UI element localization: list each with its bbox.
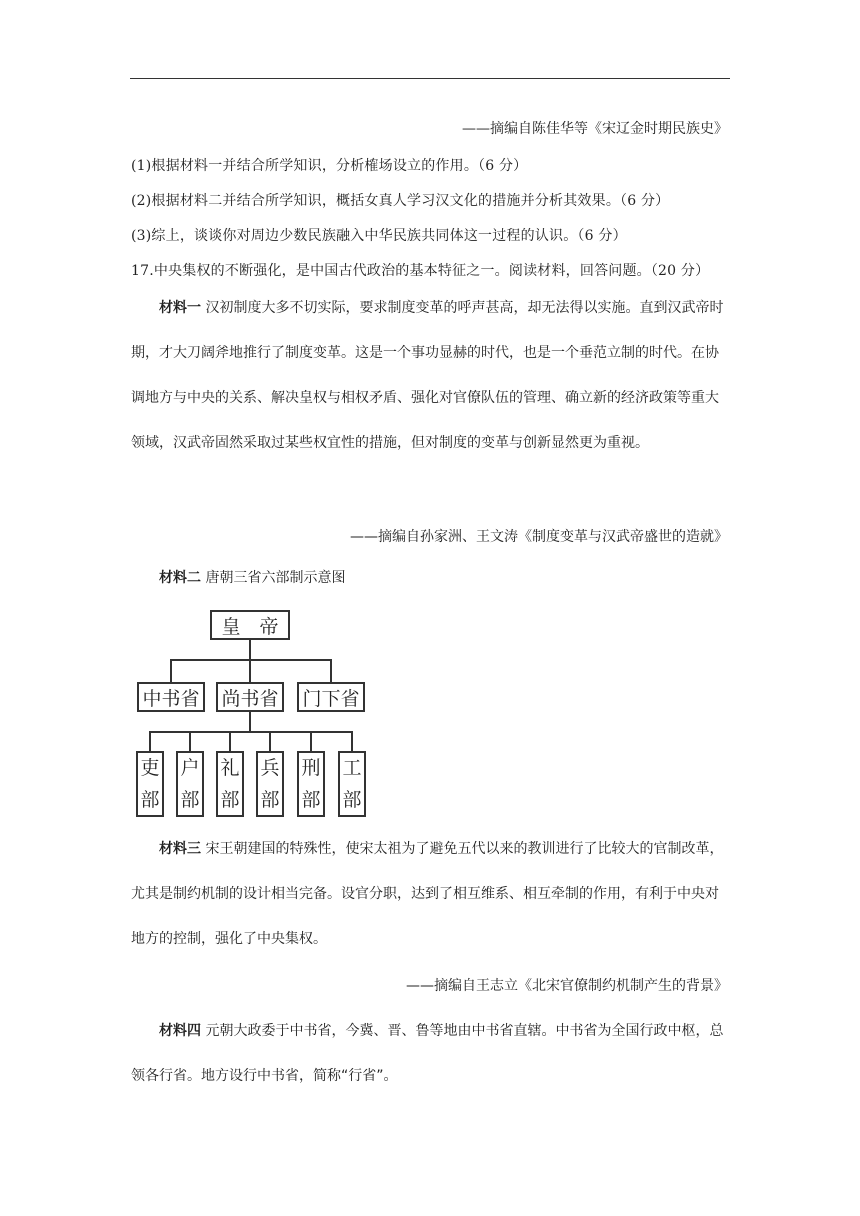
source-citation-2: ——摘编自孙家洲、王文涛《制度变革与汉武帝盛世的造就》 <box>350 529 728 545</box>
ministry-char: 户 <box>180 757 200 779</box>
ministry-box-li-personnel <box>136 751 164 817</box>
connector-line <box>310 731 312 753</box>
ministry-char: 部 <box>260 789 280 811</box>
ministry-box-gong <box>338 751 366 817</box>
ministry-char: 礼 <box>220 757 240 779</box>
ministry-char: 部 <box>140 789 160 811</box>
material-3-label: 材料三 <box>159 841 201 857</box>
source-citation-3: ——摘编自王志立《北宋官僚制约机制产生的背景》 <box>406 978 728 994</box>
connector-line <box>249 712 251 732</box>
province-box-menxia: 门下省 <box>297 682 365 712</box>
emperor-box: 皇 帝 <box>210 610 290 640</box>
connector-line <box>269 731 271 753</box>
ministry-box-bing <box>256 751 284 817</box>
connector-line <box>249 659 251 683</box>
ministry-box-li-rites <box>216 751 244 817</box>
material-1-text: 汉初制度大多不切实际，要求制度变革的呼声甚高，却无法得以实施。直到汉武帝时期，才大刀阔斧地推行了制度变革。这是一个事功显赫的时代，也是一个垂范立制的时代。在协调地方与中央的关系、解决皇权与相权矛盾、强化对官僚队伍的管理、确立新的经济政策等重大领域，汉武帝固然采取过某些权宜性的措施，但对制度的变革与创新显然更为重视。 <box>131 300 724 451</box>
ministry-char: 部 <box>301 789 321 811</box>
material-2 <box>131 556 731 601</box>
ministry-char: 吏 <box>140 757 160 779</box>
material-1 <box>131 286 731 466</box>
three-departments-six-ministries-diagram <box>130 605 370 820</box>
material-2-label: 材料二 <box>159 570 201 586</box>
connector-line <box>149 731 353 733</box>
ministry-char: 工 <box>342 757 362 779</box>
question-1: (1)根据材料一并结合所学知识，分析榷场设立的作用。（6 分） <box>131 158 528 174</box>
ministry-char: 兵 <box>260 757 280 779</box>
material-2-caption: 唐朝三省六部制示意图 <box>201 570 346 586</box>
material-4-text: 元朝大政委于中书省，今冀、晋、鲁等地由中书省直辖。中书省为全国行政中枢，总领各行省。地方设行中书省，简称“行省”。 <box>131 1023 724 1084</box>
top-rule <box>130 78 730 79</box>
ministry-char: 部 <box>180 789 200 811</box>
ministry-box-xing <box>297 751 325 817</box>
material-4 <box>131 1009 731 1099</box>
connector-line <box>189 731 191 753</box>
ministry-box-hu <box>176 751 204 817</box>
material-3 <box>131 827 731 962</box>
question-3: (3)综上，谈谈你对周边少数民族融入中华民族共同体这一过程的认识。（6 分） <box>131 228 627 244</box>
province-box-shangshu: 尚书省 <box>216 682 284 712</box>
connector-line <box>249 640 251 660</box>
province-box-zhongshu: 中书省 <box>137 682 205 712</box>
connector-line <box>170 659 172 683</box>
ministry-char: 刑 <box>301 757 321 779</box>
question-2: (2)根据材料二并结合所学知识，概括女真人学习汉文化的措施并分析其效果。（6 分） <box>131 193 670 209</box>
connector-line <box>149 731 151 753</box>
connector-line <box>351 731 353 753</box>
question-17: 17.中央集权的不断强化，是中国古代政治的基本特征之一。阅读材料，回答问题。（20 分） <box>131 263 710 279</box>
material-4-label: 材料四 <box>159 1023 201 1039</box>
ministry-char: 部 <box>220 789 240 811</box>
ministry-char: 部 <box>342 789 362 811</box>
material-1-label: 材料一 <box>159 300 201 316</box>
material-3-text: 宋王朝建国的特殊性，使宋太祖为了避免五代以来的教训进行了比较大的官制改革，尤其是制约机制的设计相当完备。设官分职，达到了相互维系、相互牵制的作用，有利于中央对地方的控制，强化了中央集权。 <box>131 841 724 947</box>
connector-line <box>330 659 332 683</box>
source-citation-1: ——摘编自陈佳华等《宋辽金时期民族史》 <box>462 121 728 137</box>
connector-line <box>229 731 231 753</box>
